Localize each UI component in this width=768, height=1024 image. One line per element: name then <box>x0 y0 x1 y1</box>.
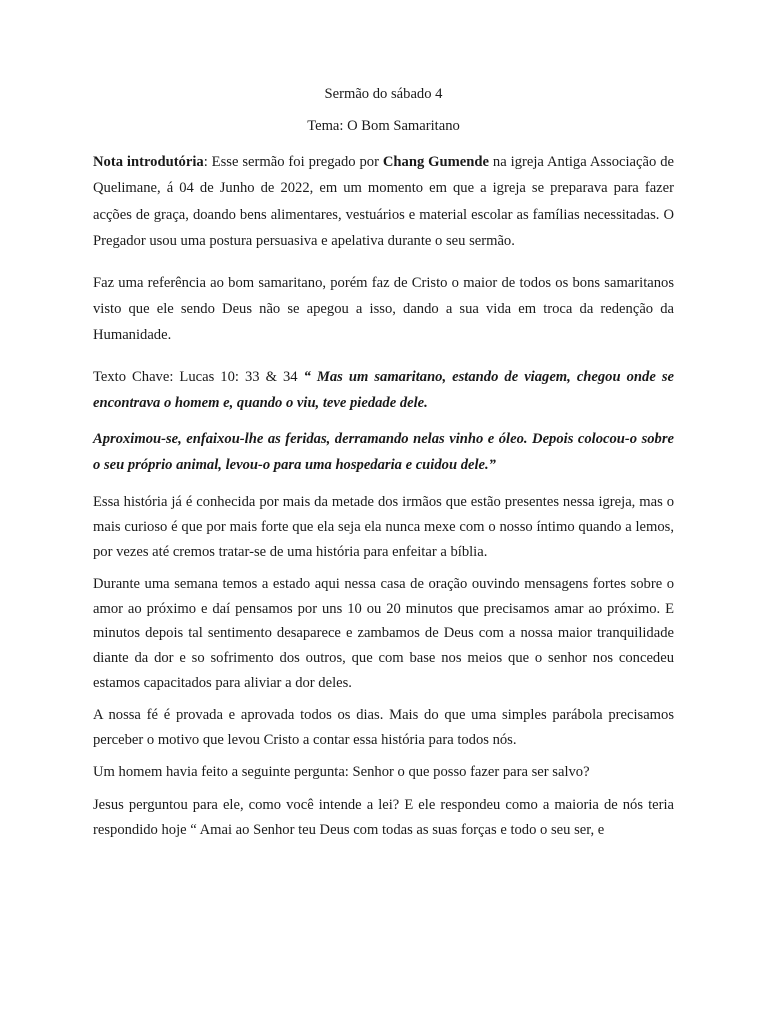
key-text-paragraph <box>93 364 674 417</box>
intro-text-b: na igreja Antiga Associação de Quelimane, á 04 de Junho de 2022, em um momento em que a igreja se preparava para fazer acções de graça, doando bens alimentares, vestuários e material escolar as famílias necessitadas. O Pregador usou uma postura persuasiva e apelativa durante o seu sermão. <box>93 154 674 250</box>
key-text-label: Texto Chave: Lucas 10: 33 & 34 <box>93 368 304 385</box>
preacher-name: Chang Gumende <box>382 154 489 170</box>
scripture-quote-continuation: Aproximou-se, enfaixou-lhe as feridas, derramando nelas vinho e óleo. Depois colocou-o sobre o seu próprio animal, levou-o para uma hospedaria e cuidou dele.” <box>93 430 674 474</box>
body-paragraph-2: Durante uma semana temos a estado aqui nessa casa de oração ouvindo mensagens fortes sobre o amor ao próximo e daí pensamos por uns 10 ou 20 minutos que precisamos amar ao próximo. E minutos depois tal sentimento desaparece e zambamos de Deus com a nossa maior tranquilidade diante da dor e so sofrimento dos outros, que com base nos meios que o senhor nos concedeu estamos capacitados para aliviar a dor deles. <box>93 576 674 691</box>
body-paragraph-4: Um homem havia feito a seguinte pergunta: Senhor o que posso fazer para ser salvo? <box>93 764 590 781</box>
body-paragraph-1: Essa história já é conhecida por mais da metade dos irmãos que estão presentes nessa igreja, mas o mais curioso é que por mais forte que ela seja ela nunca mexe com o nosso íntimo quando a lemos, por vezes até cremos tratar-se de uma história para enfeitar a bíblia. <box>93 494 674 560</box>
intro-text-a: : Esse sermão foi pregado por <box>203 154 383 170</box>
intro-paragraph <box>93 149 674 255</box>
key-text-quote: “ Mas um samaritano, estando de viagem, chegou onde se encontrava o homem e, quando o viu, teve piedade dele. <box>93 368 674 412</box>
body-paragraph-3: A nossa fé é provada e aprovada todos os dias. Mais do que uma simples parábola precisamos perceber o motivo que levou Cristo a contar essa história para todos nós. <box>93 707 674 748</box>
document-title: Sermão do sábado 4 <box>324 86 443 102</box>
document-page <box>93 84 674 850</box>
sermon-theme: Tema: O Bom Samaritano <box>307 118 460 134</box>
reference-paragraph: Faz uma referência ao bom samaritano, porém faz de Cristo o maior de todos os bons samaritanos visto que ele sendo Deus não se apegou a isso, dando a sua vida em troca da redenção da Humanidade. <box>93 274 674 344</box>
intro-label: Nota introdutória <box>93 154 204 170</box>
body-paragraph-5: Jesus perguntou para ele, como você intende a lei? E ele respondeu como a maioria de nós teria respondido hoje “ Amai ao Senhor teu Deus com todas as suas forças e todo o seu ser, e <box>93 797 674 838</box>
